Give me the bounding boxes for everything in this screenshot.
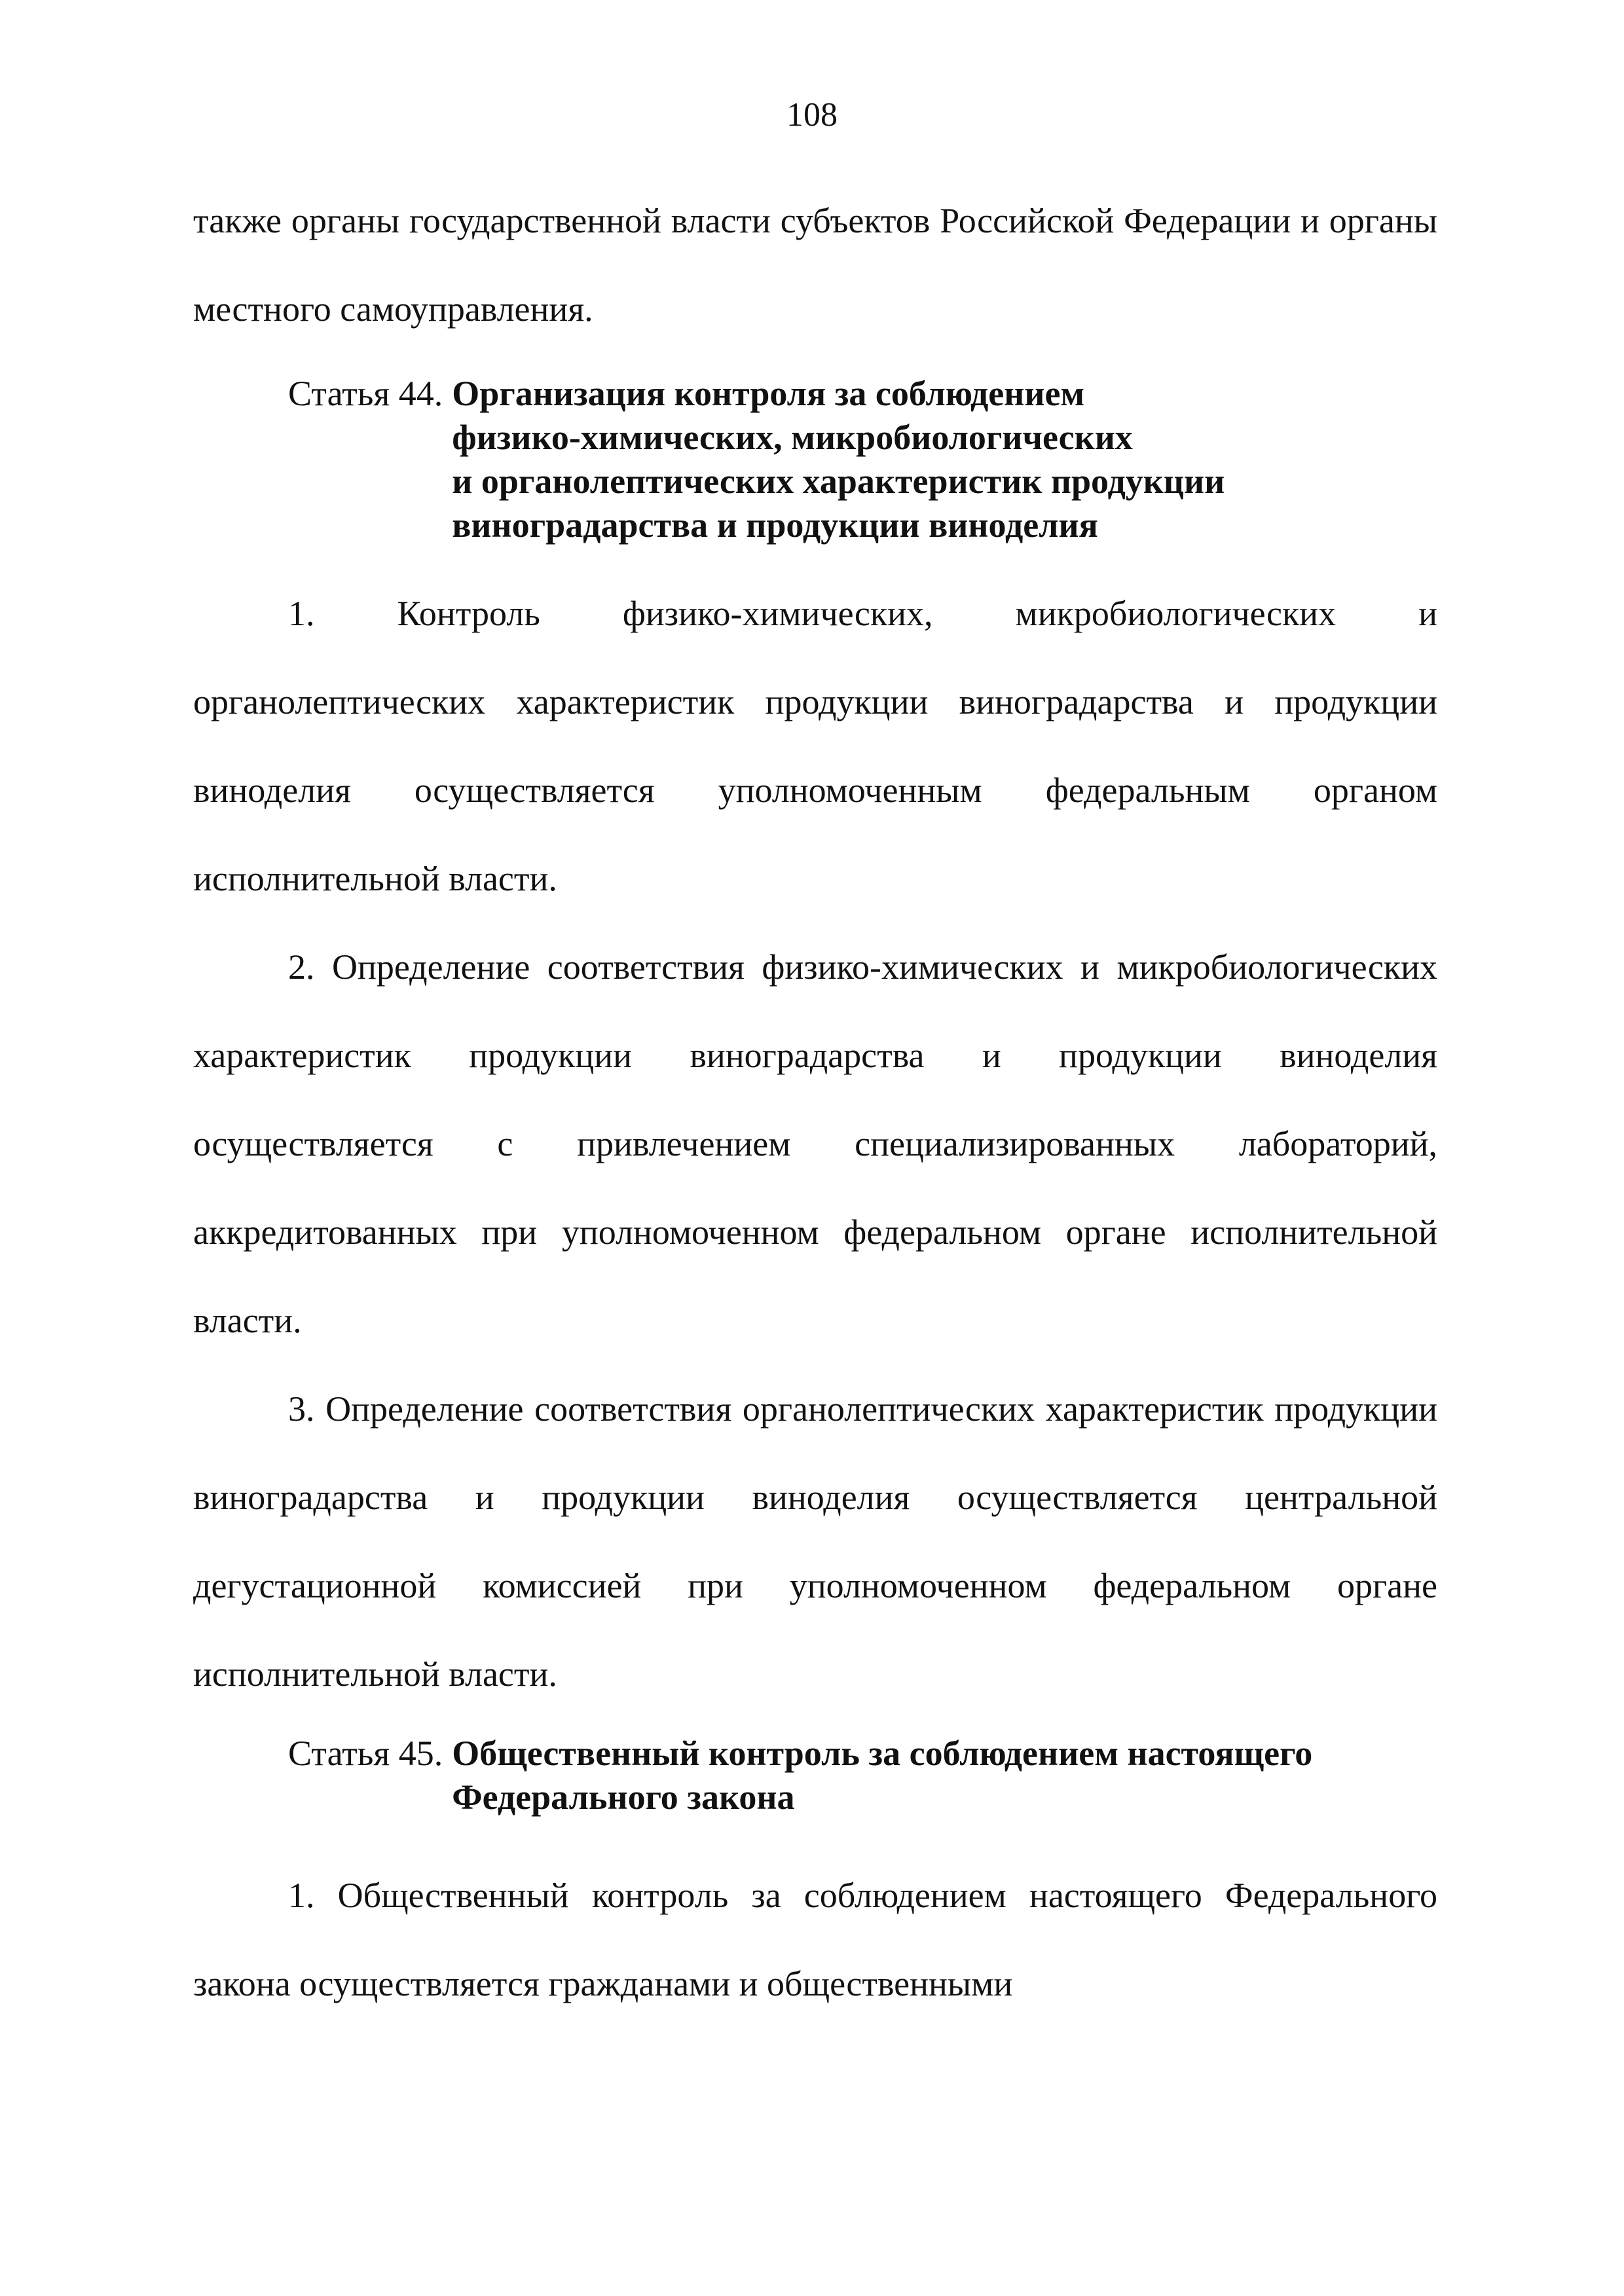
article-44-body (193, 570, 1437, 1719)
intro-paragraph-block (193, 177, 1437, 354)
article-44-paragraph-1: 1. Контроль физико-химических, микробиологических и органолептических характеристик продукции виноградарства и продукции виноделия осуществляется уполномоченным федеральным органом исполнительной власти. (193, 594, 1437, 898)
intro-paragraph: также органы государственной власти субъектов Российской Федерации и органы местного самоуправления. (193, 201, 1437, 329)
article-44-paragraph-2: 2. Определение соответствия физико-химических и микробиологических характеристик продукции виноградарства и продукции виноделия осуществляется с привлечением специализированных лабораторий, аккредитованных при уполномоченном федеральном органе исполнительной власти. (193, 947, 1437, 1340)
article-45-body (193, 1851, 1437, 2028)
article-45-label: Статья 45. (288, 1734, 443, 1773)
article-44-heading (288, 372, 1467, 547)
article-44-paragraph-3: 3. Определение соответствия органолептических характеристик продукции виноградарства и продукции виноделия осуществляется центральной дегустационной комиссией при уполномоченном федеральном органе исполнительной власти. (193, 1389, 1437, 1694)
page-number: 108 (786, 96, 838, 134)
article-44-label: Статья 44. (288, 374, 443, 413)
article-45-heading (288, 1732, 1467, 1819)
article-45-title: Общественный контроль за соблюдением настоящего Федерального закона (452, 1734, 1313, 1817)
article-45-paragraph-1: 1. Общественный контроль за соблюдением настоящего Федерального закона осуществляется гражданами и общественными (193, 1876, 1437, 2003)
article-44-title: Организация контроля за соблюдением физико-химических, микробиологических и органолептических характеристик продукции виноградарства и продукции виноделия (452, 374, 1225, 545)
